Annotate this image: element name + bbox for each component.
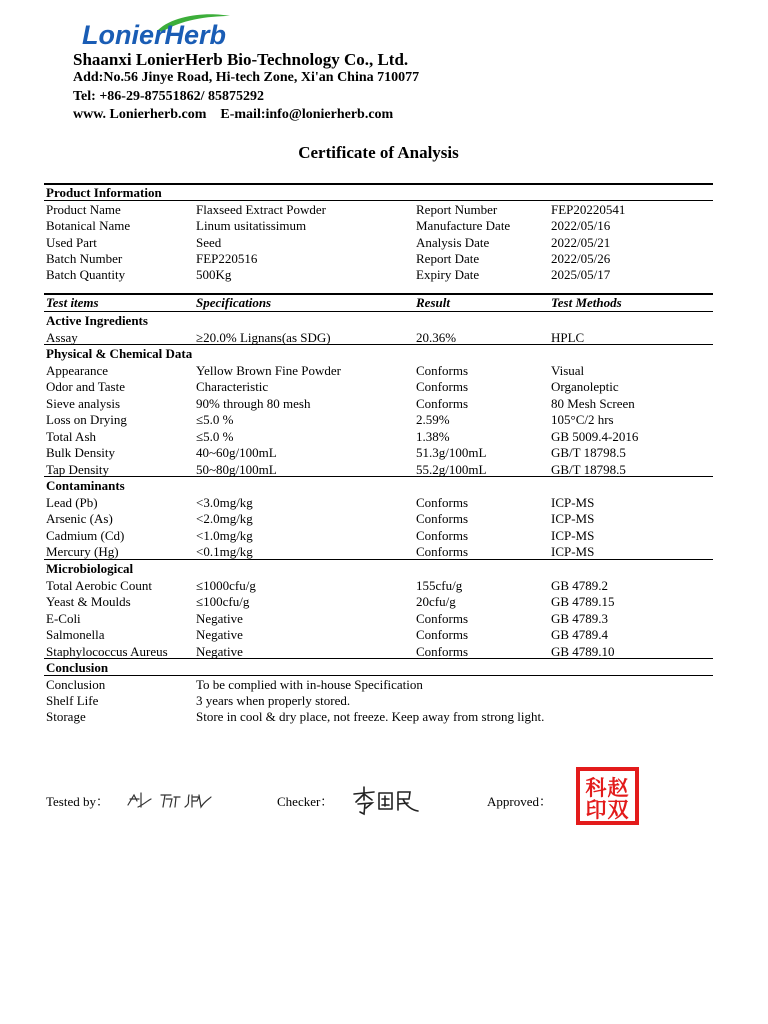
table-cell: 55.2g/100mL [416,461,487,477]
product-info-row [0,234,768,251]
table-cell: 1.38% [416,428,450,444]
table-cell: Used Part [46,235,97,250]
table-cell: FEP20220541 [551,202,626,217]
table-cell: GB 4789.3 [551,610,609,626]
table-cell: GB/T 18798.5 [551,445,626,461]
table-cell: Shelf Life [46,693,99,708]
table-cell: GB/T 18798.5 [551,461,626,477]
table-cell: Manufacture Date [416,218,511,233]
table-cell: Total Aerobic Count [46,577,152,593]
table-cell: Tap Density [46,461,109,477]
column-header-row [0,294,768,311]
table-cell: <1.0mg/kg [196,527,253,543]
table-cell: 2022/05/26 [551,251,611,266]
table-cell: ≤100cfu/g [196,594,250,610]
table-cell: Conforms [416,544,468,560]
table-cell: Conforms [416,527,468,543]
table-cell: Test items [46,295,99,310]
company-email[interactable]: E-mail:info@lonierherb.com [220,107,394,122]
table-cell: Conforms [416,643,468,659]
table-cell: Negative [196,643,243,659]
table-cell: Report Date [416,251,480,266]
table-cell: GB 4789.4 [551,627,609,643]
table-cell: Linum usitatissimum [196,218,307,233]
table-cell: Conclusion [46,660,109,675]
table-cell: 90% through 80 mesh [196,395,311,411]
table-cell: Conforms [416,494,468,510]
test-row [0,362,768,379]
table-cell: Storage [46,709,86,724]
table-cell: <0.1mg/kg [196,544,253,560]
table-cell: 105°C/2 hrs [551,412,614,428]
product-info-row [0,266,768,283]
test-row [0,461,768,478]
test-row [0,395,768,412]
table-cell: Test Methods [551,295,622,310]
table-cell: Yeast & Moulds [46,594,131,610]
table-cell: Visual [551,362,585,378]
table-cell: FEP220516 [196,251,258,266]
company-address: Add:No.56 Jinye Road, Hi-tech Zone, Xi'an China 710077 [73,70,420,85]
checker-label: Checker： [277,794,334,809]
test-row [0,610,768,627]
table-cell: Conforms [416,395,468,411]
product-info-row [0,217,768,234]
test-row [0,593,768,610]
table-cell: To be complied with in-house Specification [196,677,423,692]
table-cell: GB 4789.10 [551,643,615,659]
conclusion-row [0,708,768,725]
table-cell: Conforms [416,379,468,395]
table-cell: Salmonella [46,627,105,643]
table-cell: Batch Quantity [46,267,126,282]
table-cell: Conforms [416,511,468,527]
test-row [0,444,768,461]
table-cell: Cadmium (Cd) [46,527,125,543]
approved-label: Approved： [487,794,552,809]
table-cell: Conclusion [46,677,106,692]
table-cell: GB 4789.15 [551,594,615,610]
table-cell: ICP-MS [551,511,595,527]
conclusion-row [0,676,768,693]
document-title: Certificate of Analysis [298,143,459,162]
logo-text: LonierHerb [82,20,227,50]
company-phone: Tel: +86-29-87551862/ 85875292 [73,89,265,104]
test-row [0,411,768,428]
product-info-row [0,201,768,218]
table-cell: Odor and Taste [46,379,125,395]
table-cell: 40~60g/100mL [196,445,277,461]
table-cell: Active Ingredients [46,313,148,328]
table-cell: Batch Number [46,251,123,266]
checker-signature [352,784,420,816]
table-cell: Negative [196,610,243,626]
table-cell: Total Ash [46,428,97,444]
table-cell: Loss on Drying [46,412,127,428]
table-cell: Botanical Name [46,218,131,233]
section-heading-conclusion [0,659,768,676]
table-cell: HPLC [551,329,585,345]
tested-by-signature [125,787,215,813]
table-cell: 2.59% [416,412,450,428]
table-cell: ≤1000cfu/g [196,577,256,593]
table-cell: Conforms [416,362,468,378]
table-cell: Product Information [46,185,162,200]
table-cell: 3 years when properly stored. [196,693,351,708]
section-heading-product-information [0,184,768,201]
table-cell: Mercury (Hg) [46,544,119,560]
test-row [0,543,768,560]
table-cell: Appearance [46,362,109,378]
table-cell: Store in cool & dry place, not freeze. Keep away from strong light. [196,709,545,724]
table-cell: E-Coli [46,610,81,626]
table-cell: Staphylococcus Aureus [46,643,168,659]
table-cell: ICP-MS [551,544,595,560]
table-cell: Organoleptic [551,379,619,395]
test-row [0,510,768,527]
table-cell: Result [416,295,450,310]
table-cell: Arsenic (As) [46,511,113,527]
svg-text:印双: 印双 [585,798,630,822]
table-cell: Assay [46,329,78,345]
section-heading [0,312,768,329]
section-heading [0,345,768,362]
table-cell: Conforms [416,627,468,643]
table-cell: Negative [196,627,243,643]
table-cell: Physical & Chemical Data [46,346,193,361]
test-row [0,428,768,445]
table-cell: 155cfu/g [416,577,463,593]
svg-text:科赵: 科赵 [585,776,630,800]
table-cell: ICP-MS [551,527,595,543]
test-row [0,626,768,643]
table-cell: Microbiological [46,561,134,576]
test-row [0,527,768,544]
table-cell: Conforms [416,610,468,626]
table-cell: 2022/05/21 [551,235,611,250]
conclusion-row [0,692,768,709]
table-cell: Characteristic [196,379,269,395]
table-cell: 20cfu/g [416,594,456,610]
company-name: Shaanxi LonierHerb Bio-Technology Co., Ltd. [73,50,409,69]
table-cell: 51.3g/100mL [416,445,487,461]
table-cell: Seed [196,235,222,250]
table-cell: Sieve analysis [46,395,121,411]
table-cell: 50~80g/100mL [196,461,277,477]
test-row [0,494,768,511]
table-cell: Yellow Brown Fine Powder [196,362,341,378]
table-cell: <3.0mg/kg [196,494,253,510]
table-cell: Specifications [196,295,272,310]
table-cell: 20.36% [416,329,457,345]
table-cell: ≤5.0 % [196,428,234,444]
table-cell: 80 Mesh Screen [551,395,635,411]
test-row [0,329,768,346]
approval-stamp [576,767,639,825]
tested-by-label: Tested by： [46,794,109,809]
table-cell: Product Name [46,202,121,217]
table-cell: ICP-MS [551,494,595,510]
table-cell: GB 4789.2 [551,577,609,593]
section-heading [0,560,768,577]
table-cell: Expiry Date [416,267,480,282]
table-cell: Lead (Pb) [46,494,98,510]
table-cell: <2.0mg/kg [196,511,253,527]
test-row [0,643,768,660]
table-cell: Report Number [416,202,498,217]
table-cell: Analysis Date [416,235,490,250]
table-cell: ≤5.0 % [196,412,234,428]
table-cell: GB 5009.4-2016 [551,428,639,444]
table-cell: Bulk Density [46,445,115,461]
table-cell: 500Kg [196,267,232,282]
test-row [0,577,768,594]
table-cell: ≥20.0% Lignans(as SDG) [196,329,331,345]
product-info-row [0,250,768,267]
section-heading [0,477,768,494]
company-website[interactable]: www. Lonierherb.com [73,107,207,122]
table-cell: 2022/05/16 [551,218,611,233]
test-row [0,378,768,395]
table-cell: Flaxseed Extract Powder [196,202,326,217]
table-cell: 2025/05/17 [551,267,611,282]
table-cell: Contaminants [46,478,125,493]
